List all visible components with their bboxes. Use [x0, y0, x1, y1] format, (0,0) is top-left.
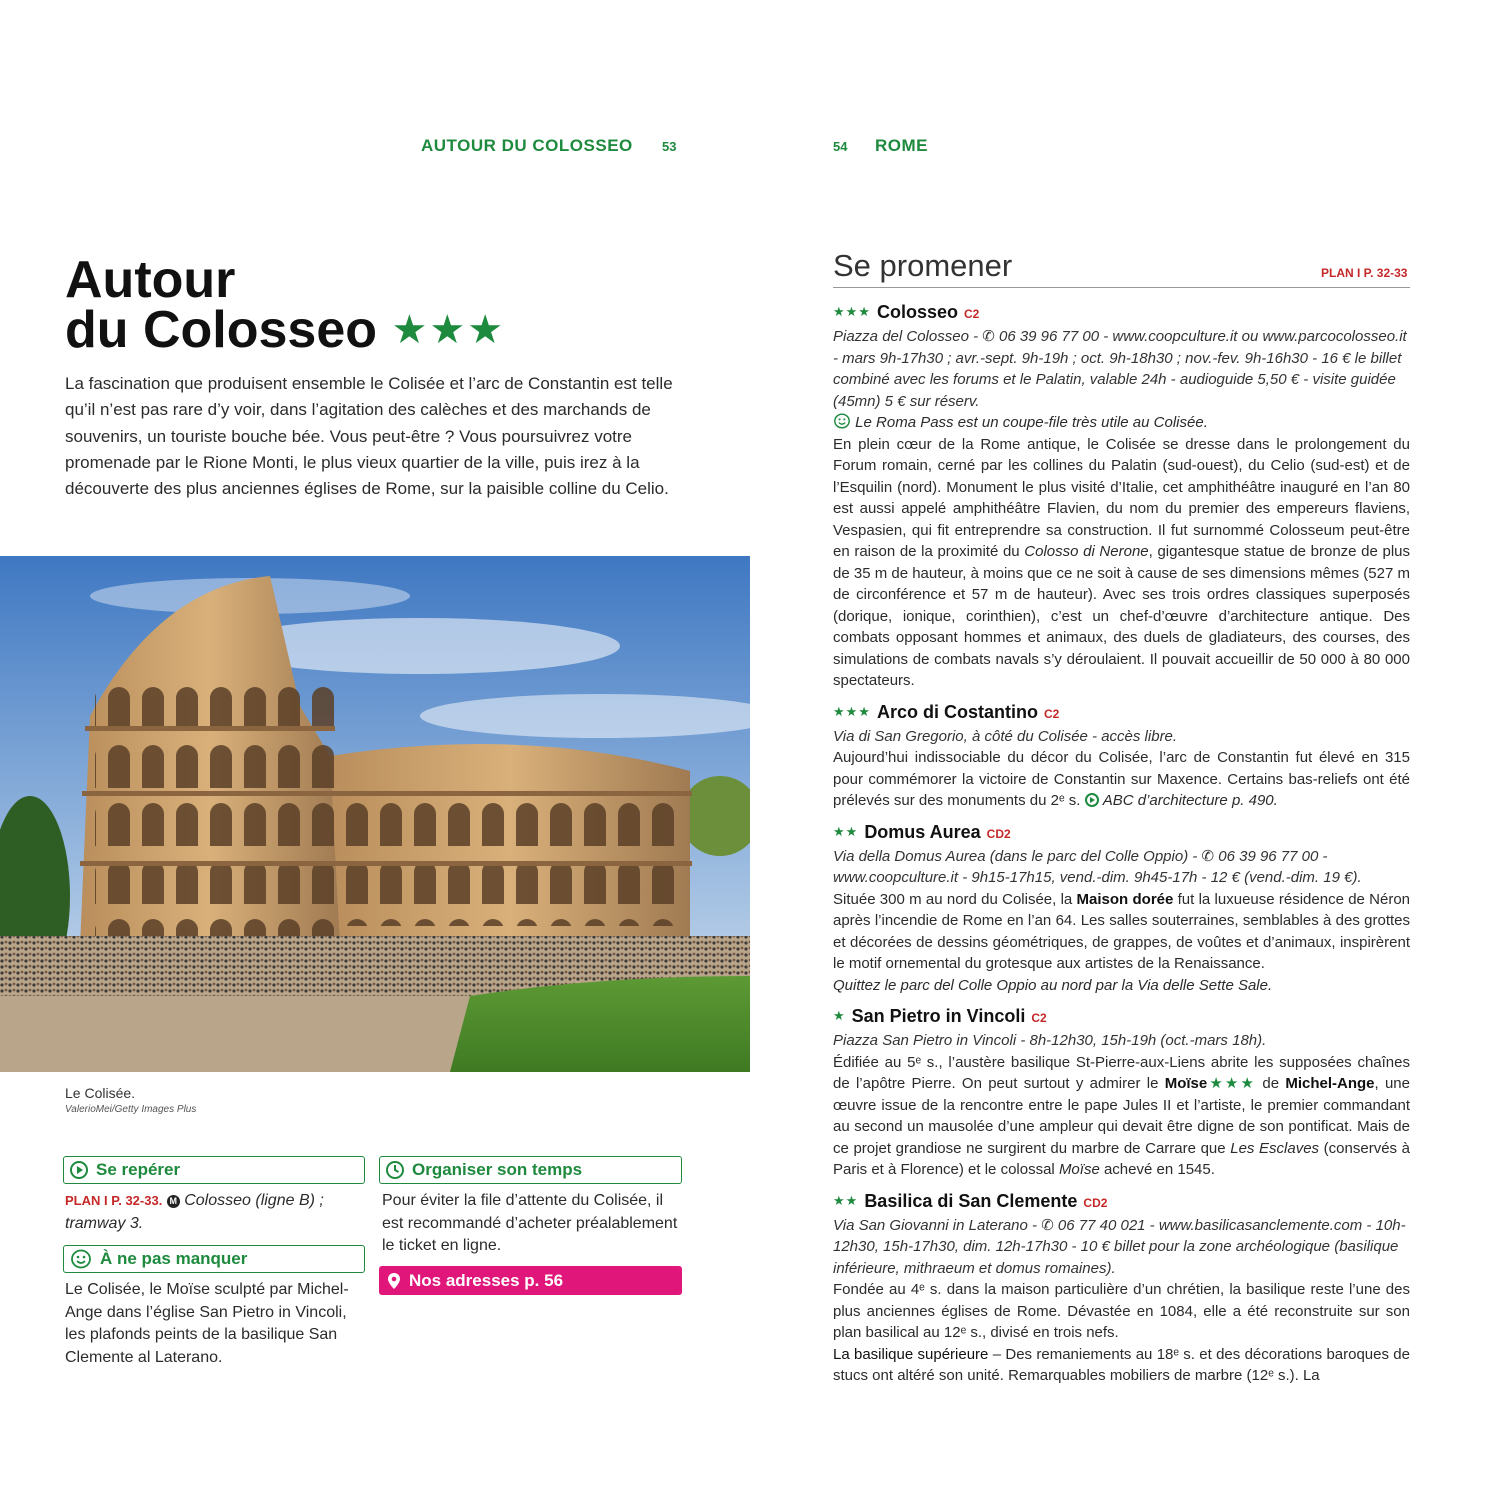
- grid-ref: C2: [1043, 706, 1060, 721]
- sight-entry-arco: [833, 700, 1410, 812]
- se-reperer-plan: PLAN I P. 32-33.: [65, 1193, 163, 1208]
- sight-description: [833, 434, 1410, 692]
- sight-subsection: [833, 1344, 1410, 1387]
- rating-stars: ★★★: [833, 703, 871, 719]
- metro-icon: M: [167, 1195, 180, 1208]
- smiley-icon: [70, 1249, 92, 1269]
- sight-heading: [833, 1004, 1410, 1030]
- desc-part: , une œuvre issue de la rencontre entre le pape Jules II et l’artiste, le premier commandant au second un mausolée d’une ampleur qui devait être digne de son pontificat. Mais de ce projet grandiose ne surgirent du marbre de Carrare que: [833, 1075, 1410, 1157]
- sight-entry-domus-aurea: [833, 820, 1410, 997]
- running-head-left: AUTOUR DU COLOSSEO: [421, 136, 633, 155]
- sight-practical-info: Via San Giovanni in Laterano - ✆ 06 77 40 021 - www.basilicasanclemente.com - 10h-12h30, 15h-17h30, dim. 12h-17h30 - 10 € billet pour la zone archéologique (basilique inférieure, mithraeum et domus romaines).: [833, 1216, 1406, 1277]
- organiser-text: Pour éviter la file d’attente du Colisée, il est recommandé d’acheter préalablement le ticket en ligne.: [382, 1192, 678, 1254]
- sights-list: [833, 300, 1410, 1395]
- ne-pas-manquer-header: [63, 1245, 365, 1273]
- sight-entry-san-pietro: [833, 1004, 1410, 1181]
- desc-part: , gigantesque statue de bronze de plus de 35 m de hauteur, à moins que ce ne soit à cause de ses dimensions mêmes (527 m de circonférence et 57 m de hauteur). Avec ses trois ordres classiques superposés (dorique, ionique, corinthien), c’est un chef-d’œuvre d’architecture antique. Des combats opposant hommes et animaux, des duels de gladiateurs, des courses, des simulations de combats navals s’y déroulaient. Il pouvait accueillir de 50 000 à 80 000 spectateurs.: [833, 543, 1411, 689]
- chapter-title-stars: ★★★: [391, 308, 506, 352]
- desc-part: Édifiée au 5ᵉ s., l’austère basilique St-Pierre-aux-Liens abrite les supposées chaînes de l’apôtre Pierre. On peut surtout y admirer le: [833, 1053, 1410, 1092]
- section-divider: [833, 287, 1410, 288]
- sight-entry-colosseo: [833, 300, 1410, 692]
- running-head-right: ROME: [875, 136, 928, 155]
- sight-practical-info: Via della Domus Aurea (dans le parc del Colle Oppio) - ✆ 06 39 96 77 00 - www.coopculture.it - 9h15-17h15, vend.-dim. 9h45-17h - 12 € (vend.-dim. 19 €).: [833, 847, 1362, 886]
- page-number-right: 54: [833, 139, 848, 154]
- rating-stars: ★: [833, 1008, 846, 1023]
- desc-part: Aujourd’hui indissociable du décor du Colisée, l’arc de Constantin fut élevé en 315 pour commémorer la victoire de Constantin sur Maxence. Certains bas-reliefs ont été prélevés sur des monuments du 2ᵉ s.: [833, 749, 1410, 809]
- sight-tip-text: Le Roma Pass est un coupe-file très utile au Colisée.: [855, 414, 1208, 431]
- se-reperer-title: Se repérer: [96, 1160, 181, 1179]
- desc-italic: Les Esclaves: [1230, 1139, 1320, 1157]
- sight-description: [833, 889, 1410, 997]
- rating-stars: ★★: [833, 1192, 859, 1208]
- grid-ref: CD2: [1083, 1195, 1108, 1210]
- sight-entry-san-clemente: [833, 1189, 1410, 1387]
- organiser-title: Organiser son temps: [412, 1160, 583, 1179]
- desc-part: Située 300 m au nord du Colisée, la: [833, 890, 1077, 908]
- se-reperer-detail: Colosseo (ligne B) ; tramway 3.: [65, 1192, 324, 1232]
- smiley-icon: [833, 413, 851, 429]
- ne-pas-manquer-title: À ne pas manquer: [100, 1249, 248, 1268]
- nos-adresses-label: Nos adresses p. 56: [409, 1270, 564, 1290]
- clock-icon: [386, 1161, 404, 1179]
- play-circle-icon: [70, 1161, 88, 1179]
- ne-pas-manquer-text: Le Colisée, le Moïse sculpté par Michel-Ange dans l’église San Pietro in Vincoli, les plafonds peints de la basilique San Clemente al Laterano.: [65, 1281, 349, 1366]
- sight-name: Domus Aurea: [864, 821, 981, 842]
- sight-name: Basilica di San Clemente: [864, 1190, 1078, 1211]
- sight-practical-info: Piazza San Pietro in Vincoli - 8h-12h30, 15h-19h (oct.-mars 18h).: [833, 1032, 1267, 1049]
- sight-practical-info: Via di San Gregorio, à côté du Colisée - accès libre.: [833, 727, 1178, 745]
- colosseum-photo: [0, 556, 750, 1072]
- subsection-text: – Des remaniements au 18ᵉ s. et des décorations baroques de stucs ont altéré son unité. Remarquables mobiliers de marbre (12ᵉ s.). La: [833, 1345, 1410, 1384]
- desc-part: de: [1256, 1075, 1286, 1092]
- sight-name: Arco di Costantino: [876, 701, 1038, 722]
- desc-italic: Colosso di Nerone: [1024, 543, 1149, 560]
- sight-heading: [833, 820, 1410, 846]
- sight-name: Colosseo: [876, 302, 958, 322]
- desc-highlight: Maison dorée: [1076, 890, 1174, 908]
- desc-part: fut la luxueuse résidence de Néron après l’incendie de Rome en l’an 64. Les salles souterraines, semblables à des grottes et décorées de dessins géométriques, de grappes, de voûtes et d’animaux, inspirèrent le motif ornemental du grotesque aux artistes de la Renaissance.: [833, 890, 1411, 972]
- sight-practical-info: Piazza del Colosseo - ✆ 06 39 96 77 00 - www.coopculture.it ou www.parcocolosseo.it - mars 9h-17h30 ; avr.-sept. 9h-19h ; oct. 9h-18h30 ; nov.-fev. 9h-16h30 - 16 € le billet combiné avec les forums et le Palatin, valable 24h - audioguide 5,50 € - visite guidée (45mn) 5 € sur réserv.: [833, 328, 1407, 410]
- sight-description: Fondée au 4ᵉ s. dans la maison particulière d’un chrétien, la basilique reste l’une des plus anciennes églises de Rome. Dévastée en 1084, elle a été reconstruite sur son plan basilical au 12ᵉ s., divisé en trois nefs.: [833, 1281, 1410, 1341]
- rating-stars: ★★★: [833, 304, 871, 319]
- desc-italic: Moïse: [1058, 1161, 1100, 1178]
- chapter-title-line2: du Colosseo: [65, 301, 378, 359]
- cross-reference-text: ABC d’architecture p. 490.: [1102, 792, 1278, 809]
- desc-part: (conservés à Paris et à Florence) et le colossal: [833, 1139, 1411, 1178]
- photo-credit: ValerioMei/Getty Images Plus: [65, 1104, 197, 1115]
- section-title: Se promener: [833, 248, 1013, 283]
- se-reperer-text: [65, 1190, 365, 1235]
- sight-name: San Pietro in Vincoli: [851, 1006, 1026, 1026]
- nos-adresses-link[interactable]: [379, 1266, 682, 1295]
- sight-description: [833, 1052, 1410, 1181]
- chapter-title: [65, 251, 685, 359]
- grid-ref: CD2: [986, 826, 1011, 841]
- map-pin-icon: [387, 1272, 401, 1290]
- grid-ref: C2: [964, 307, 980, 321]
- sight-heading: [833, 300, 1410, 326]
- desc-directions: Quittez le parc del Colle Oppio au nord par la Via delle Sette Sale.: [833, 976, 1273, 994]
- organiser-header: [379, 1156, 682, 1184]
- desc-highlight: Michel-Ange: [1285, 1075, 1375, 1092]
- se-reperer-header: [63, 1156, 365, 1184]
- sight-heading: [833, 1189, 1410, 1215]
- inline-stars: ★★★: [1207, 1075, 1257, 1092]
- subsection-title: La basilique supérieure: [833, 1345, 989, 1363]
- page-number-left: 53: [662, 139, 677, 154]
- sight-description: [833, 747, 1410, 812]
- cross-reference-icon: [1085, 793, 1099, 807]
- rating-stars: ★★: [833, 823, 859, 839]
- photo-caption: Le Colisée.: [65, 1085, 136, 1101]
- intro-paragraph: La fascination que produisent ensemble le Colisée et l’arc de Constantin est telle qu’il n’est pas rare d’y voir, dans l’agitation des calèches et des marchands de souvenirs, un touriste bouche bée. Vous peut-être ? Vous poursuivrez votre promenade par le Rione Monti, le plus vieux quartier de la ville, puis irez à la découverte des plus anciennes églises de Rome, sur la paisible colline du Celio.: [65, 374, 673, 499]
- sight-tip: [833, 412, 1410, 434]
- desc-part: achevé en 1545.: [1099, 1161, 1215, 1178]
- sight-heading: [833, 700, 1410, 726]
- desc-part: En plein cœur de la Rome antique, le Colisée se dresse dans le prolongement du Forum romain, cerné par les collines du Palatin (sud-ouest), du Celio (sud-est) et de l’Esquilin (nord). Monument le plus visité d’Italie, cet amphithéâtre inauguré en l’an 80 est aussi appelé amphithéâtre Flavien, du nom du premier des empereurs flaviens, Vespasien, qui fit entreprendre sa construction. Il fut surnommé Colosseum peut-être en raison de la proximité du: [833, 435, 1410, 560]
- grid-ref: C2: [1031, 1011, 1047, 1025]
- desc-highlight: Moïse: [1164, 1075, 1208, 1092]
- section-plan-ref: PLAN I P. 32-33: [1321, 266, 1408, 280]
- chapter-title-line1: Autour: [65, 251, 236, 309]
